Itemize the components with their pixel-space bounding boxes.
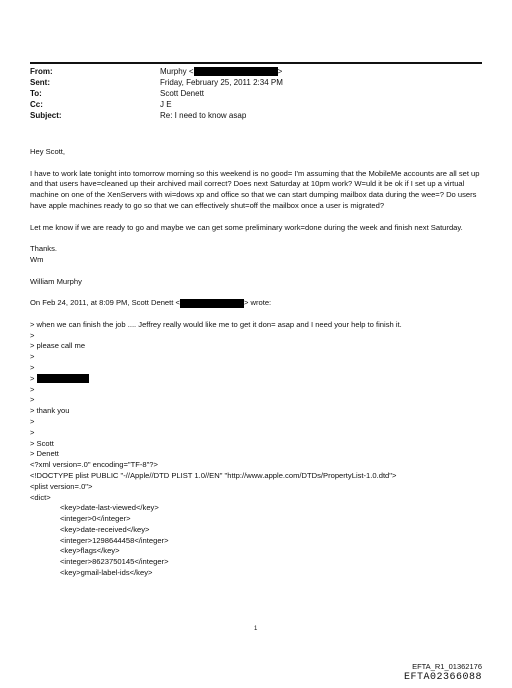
redaction-box <box>180 299 244 308</box>
quoted-line: > <box>30 330 35 340</box>
xml-line: <key>date-last-viewed</key> <box>60 503 159 513</box>
email-body <box>30 147 485 579</box>
xml-line: <plist version=.0"> <box>30 481 93 491</box>
sent-row <box>30 77 482 88</box>
redaction-box <box>37 374 89 383</box>
subject-label: Subject: <box>30 111 62 120</box>
sent-label: Sent: <box>30 78 50 87</box>
cc-row <box>30 99 482 110</box>
from-value-tail: > <box>277 67 283 76</box>
quoted-line: > please call me <box>30 341 86 351</box>
quoted-line: > <box>30 374 485 385</box>
xml-line: <key>date-received</key> <box>60 524 150 534</box>
quoted-line: > <box>30 416 35 426</box>
xml-line: <key>flags</key> <box>60 546 120 556</box>
subject-value: Re: I need to know asap <box>160 111 247 120</box>
xml-line: <!DOCTYPE plist PUBLIC "-//Apple//DTD PLIST 1.0//EN" "http://www.apple.com/DTDs/PropertyList-1.0.dtd"> <box>30 470 397 480</box>
redaction-box <box>194 67 278 76</box>
quoted-line: > Scott <box>30 438 54 448</box>
paragraph-1: I have to work late tonight into tomorrow morning so this weekend is no good= I'm assuming that the MobileMe accounts are all set up and that users have=cleaned up their archived mail correct? Does next Saturday at 10pm work? W=uld it be ok if I set up a virtual machine on one of the XenServers with wi=dows xp and office so that we can start dumping mailbox data during the wee=? Do users have apple machines ready to go so that we can effectively shut=off the mailbox once a user is migrated? <box>30 168 480 210</box>
to-value: Scott Denett <box>160 89 205 98</box>
xml-line: <integer>0</integer> <box>60 514 131 524</box>
email-header <box>30 66 482 121</box>
xml-line: <dict> <box>30 492 51 502</box>
efta-large-id: EFTA02366088 <box>403 672 482 683</box>
quoted-line: > <box>30 395 35 405</box>
sent-value: Friday, February 25, 2011 2:34 PM <box>160 78 283 87</box>
xml-line: <?xml version=.0" encoding="TF-8"?> <box>30 460 158 470</box>
cc-value: J E <box>160 100 172 109</box>
efta-small-id: EFTA_R1_01362176 <box>412 662 482 671</box>
paragraph-2: Let me know if we are ready to go and maybe we can get some preliminary work=done during the week and finish next Saturday. <box>30 222 463 232</box>
cc-label: Cc: <box>30 100 43 109</box>
to-row <box>30 88 482 99</box>
quote-intro: On Feb 24, 2011, at 8:09 PM, Scott Denett < > wrote: <box>30 298 272 308</box>
quoted-line: > thank you <box>30 406 70 416</box>
greeting: Hey Scott, <box>30 147 66 156</box>
to-label: To: <box>30 89 42 98</box>
thanks-line: Thanks. <box>30 244 58 254</box>
page-number: 1 <box>254 626 258 632</box>
xml-line: <integer>1298644458</integer> <box>60 535 169 545</box>
subject-row <box>30 110 482 121</box>
initials-line: Wm <box>30 254 44 264</box>
from-value: Murphy < <box>160 67 194 76</box>
xml-line: <key>gmail-label-ids</key> <box>60 568 153 578</box>
quoted-line: > <box>30 427 35 437</box>
from-row <box>30 66 482 77</box>
signature-line: William Murphy <box>30 276 82 286</box>
quoted-line: > <box>30 352 35 362</box>
header-top-rule <box>30 62 482 64</box>
quoted-line: > when we can finish the job .... Jeffrey really would like me to get it don= asap and I need your help to finish it. <box>30 319 402 329</box>
from-label: From: <box>30 67 53 76</box>
quoted-line: > <box>30 362 35 372</box>
xml-line: <integer>8623750145</integer> <box>60 557 169 567</box>
quoted-line: > <box>30 384 35 394</box>
quoted-line: > Denett <box>30 449 59 459</box>
